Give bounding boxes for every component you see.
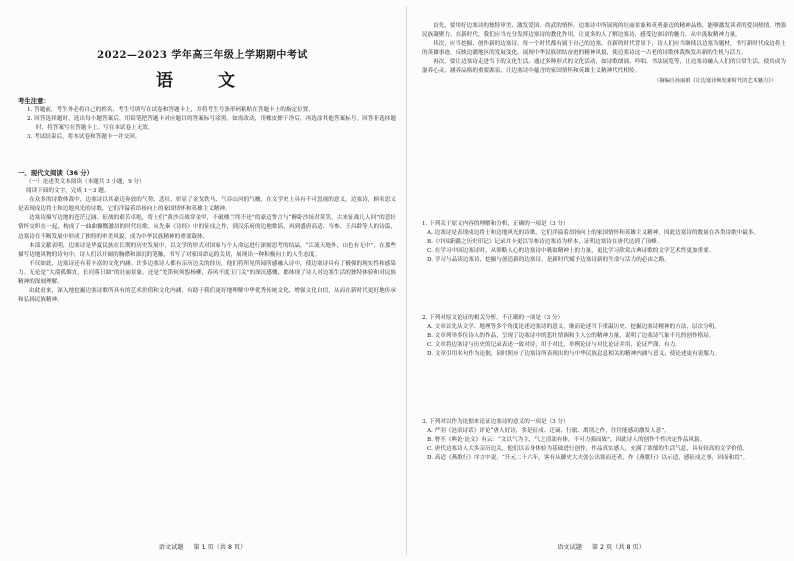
passage-paragraph: 其次，应当挖掘、创作新的边塞诗。每一个时代都有属于自己的边塞，在新的时代背景下，诗人们应当继续以边塞为题材，书写新时代戍边将士的英雄事迹，反映边疆地区的发展变化，展现中华民族团结奋进的精神风貌，使边塞诗这一古老的诗歌体裁焕发出新的生机与活力。 — [422, 41, 786, 57]
question-stem: 1. 下列关于原文内容的理解和分析，正确的一项是（3 分） — [422, 221, 569, 227]
reading-section — [18, 168, 396, 305]
exam-title: 2022—2023 学年高三年级上学期期中考试 — [97, 50, 308, 61]
passage-paragraph: 边塞诗描写边地的苍茫辽阔、征战的艰苦卓绝，将士们“黄沙百战穿金甲，不破楼兰终不还”的豪迈誓言与“醉卧沙场君莫笑，古来征战几人回”的悲壮情怀交织在一起，构成了一曲曲慷慨激昂的时代壮歌。从先秦《诗经》中的征戍之作，到汉乐府的边地歌谣，再到盛唐高适、岑参、王昌龄等人的诗篇，边塞诗在不断发展中形成了独特的审美风貌，成为中华民族精神的重要载体。 — [18, 215, 396, 240]
passage-paragraph: 首先，要用好边塞诗的独特审美、激发爱国、尚武的情怀。边塞诗中所展现的壮丽景象和英勇豪迈的精神品格，能够激发读者的爱国热情，增强民族凝聚力。在新时代，我们应当充分发挥边塞诗的教化作用，让更多的人了解边塞诗，感受边塞诗的魅力，从中汲取精神力量。 — [422, 23, 786, 39]
option-d: D. 文章引用名句作为论据，同时照应了边塞诗所表现出的与中华民族息息相关的精神内涵与意义，使论述更有说服力。 — [427, 351, 721, 358]
page-divider — [406, 6, 407, 555]
question-2 — [422, 314, 786, 359]
option-a: A. 严羽《沧浪诗话》评论“唐人好诗，多是征戍、迁谪、行旅、离别之作，往往能感动激发人意”。 — [427, 428, 670, 435]
option-b: B.《中国新疆之历史印记》记录并卡更以岑参诗边塞诗为样本，证明边塞诗在唐代达到了顶峰。 — [427, 239, 663, 246]
option-c: C. 文章将边塞诗与历史的记录表述一致对待，用于对比，举例论证与对比论证并用，论证严谨、有力。 — [427, 342, 681, 349]
option-c: C. 在学习中国边塞诗时，从领略人心的边塞诗中吸取精神上的力量，更比学习欣赏古典诗歌的文学艺术性更加重要。 — [427, 248, 715, 255]
option-a: A. 边塞诗是表现戍边将士和边地风光的诗歌，它们洋溢着昂扬向上的家国情怀和英雄主义精神，因此边塞诗的数量在各类诗歌中最多。 — [427, 230, 760, 237]
option-d: D. 学习与品读边塞诗，挖掘与创造新的边塞诗，是新时代赋予边塞诗新的生命与活力的必由之路。 — [427, 257, 670, 264]
right-page — [408, 0, 794, 561]
note-item: 2. 回答选择题时，选出每小题答案后，用铅笔把答题卡对应题目的答案标号涂黑。如需改动，用橡皮擦干净后，再选涂其他答案标号。回答非选择题时，将答案写在答题卡上。写在本试卷上无效。 — [27, 116, 396, 132]
passage-continuation — [422, 22, 786, 86]
footer-page-number: 第 1 页（共 8 页） — [193, 544, 247, 551]
question-stem: 2. 下列对原文论证的相关分析，不正确的一项是（3 分） — [422, 315, 564, 321]
section-heading: 一、现代文阅读（36 分） — [18, 169, 94, 177]
notes-title: 考生注意： — [18, 97, 50, 105]
sub-heading: （一）论述类文本阅读（本题共 3 小题，9 分） — [26, 179, 145, 185]
footer-label: 语文试题 — [557, 544, 582, 551]
note-item: 3. 考试结束后，将本试卷和答题卡一并交回。 — [27, 134, 141, 141]
question-1 — [422, 220, 786, 265]
exam-notes — [18, 96, 396, 142]
instruction: 阅读下面的文字，完成 1～3 题。 — [26, 188, 110, 195]
option-a: A. 文章首先从文学、地理等多个角度论述边塞诗的意义，继而论述当下重温历史、挖掘边塞诗精神的方法，层次分明。 — [427, 324, 720, 331]
footer-label: 语文试题 — [158, 544, 184, 551]
passage-paragraph: 再次，要让边塞诗走进当下的文化生活。通过多种形式的文化活动，如诗歌朗诵、吟唱、书法展览等，让边塞诗融入人们的日常生活，使其成为滋养心灵、涵养品格的重要源泉，让边塞诗中蕴含的家国情怀和英雄主义精神代代相传。 — [422, 59, 786, 75]
subject-title: 语 文 — [156, 71, 249, 91]
passage-paragraph: 在众多的诗歌体裁中，边塞诗以其豪迈奔放的气势、悲壮、彰显了金戈铁马、气吞山河的气概，在文学史上具有不可忽视的意义。边塞诗，顾名思义是表现戍边将士和边地风光的诗歌，它们洋溢着昂扬向上的家国情怀和英雄主义精神。 — [18, 197, 396, 213]
passage-paragraph: 本部文献表明，边塞诗是华夏民族在长期的历史发展中，以文学的形式对国家与个人命运进行深刻思考的结晶。“江流天地外，山色有无中”，在那些描写边地风物的诗句中，诗人们以开阔的胸襟和深沉的笔触，书写了对家国命运的关切，展现出一种积极向上的人生态度。 — [18, 242, 396, 258]
option-d: D. 高适《燕歌行》序言中说，“开元二十六年，客有从御史大夫张公出塞而还者，作《燕歌行》以示适，感征戍之事，因而和焉”。 — [427, 455, 749, 462]
footer-page-number: 第 2 页（共 8 页） — [591, 544, 645, 551]
passage-paragraph: 不仅如此，边塞诗还有着丰富的文化内涵。许多边塞诗人都有亲历边关的经历，他们将所见所闻所感融入诗中，使边塞诗具有了极强的现实性和感染力。无论是“大漠孤烟直，长河落日圆”的壮丽景象，还是“羌笛何须怨杨柳，春风不度玉门关”的深沉感慨，都体现了诗人对边塞生活的独特体验和对民族精神的深刻理解。 — [18, 260, 396, 286]
page-footer-right — [408, 542, 794, 551]
option-c: C. 唐代边塞诗人大多亲历边关，他们以亲身体验为基础进行创作，作品真实感人，充满了浓郁的生活气息，具有较高的文学价值。 — [427, 446, 748, 453]
option-b: B. 文章列举多位诗人的作品，呈现了边塞诗中的悲壮情调和主人公的精神力量，说明了边塞诗气象不凡的创作格局。 — [427, 333, 715, 340]
note-item: 1. 答题前，考生务必将自己的姓名、考生号填写在试卷和答题卡上，并将考生号条形码粘贴在答题卡上的指定位置。 — [27, 107, 314, 113]
option-b: B. 曹丕《典论·论文》有云：“文以气为主，气之清浊有体，不可力强而致”，因此诗人的创作个性决定作品风貌。 — [427, 437, 706, 444]
passage-paragraph: 由此看来，深入地挖掘边塞诗歌所具有的艺术价值和文化内涵，有助于我们更好地理解中华优秀传统文化，增强文化自信，从而在新时代更好地传承和弘扬民族精神。 — [18, 288, 396, 304]
question-3 — [422, 418, 786, 463]
page-footer-left — [0, 542, 405, 551]
question-stem: 3. 下列对以作为论据来论证边塞诗的意义的一项是（3 分） — [422, 419, 569, 425]
passage-source: （摘编自孙丽娟《让边塞诗焕发新时代的艺术魅力》） — [654, 77, 776, 84]
